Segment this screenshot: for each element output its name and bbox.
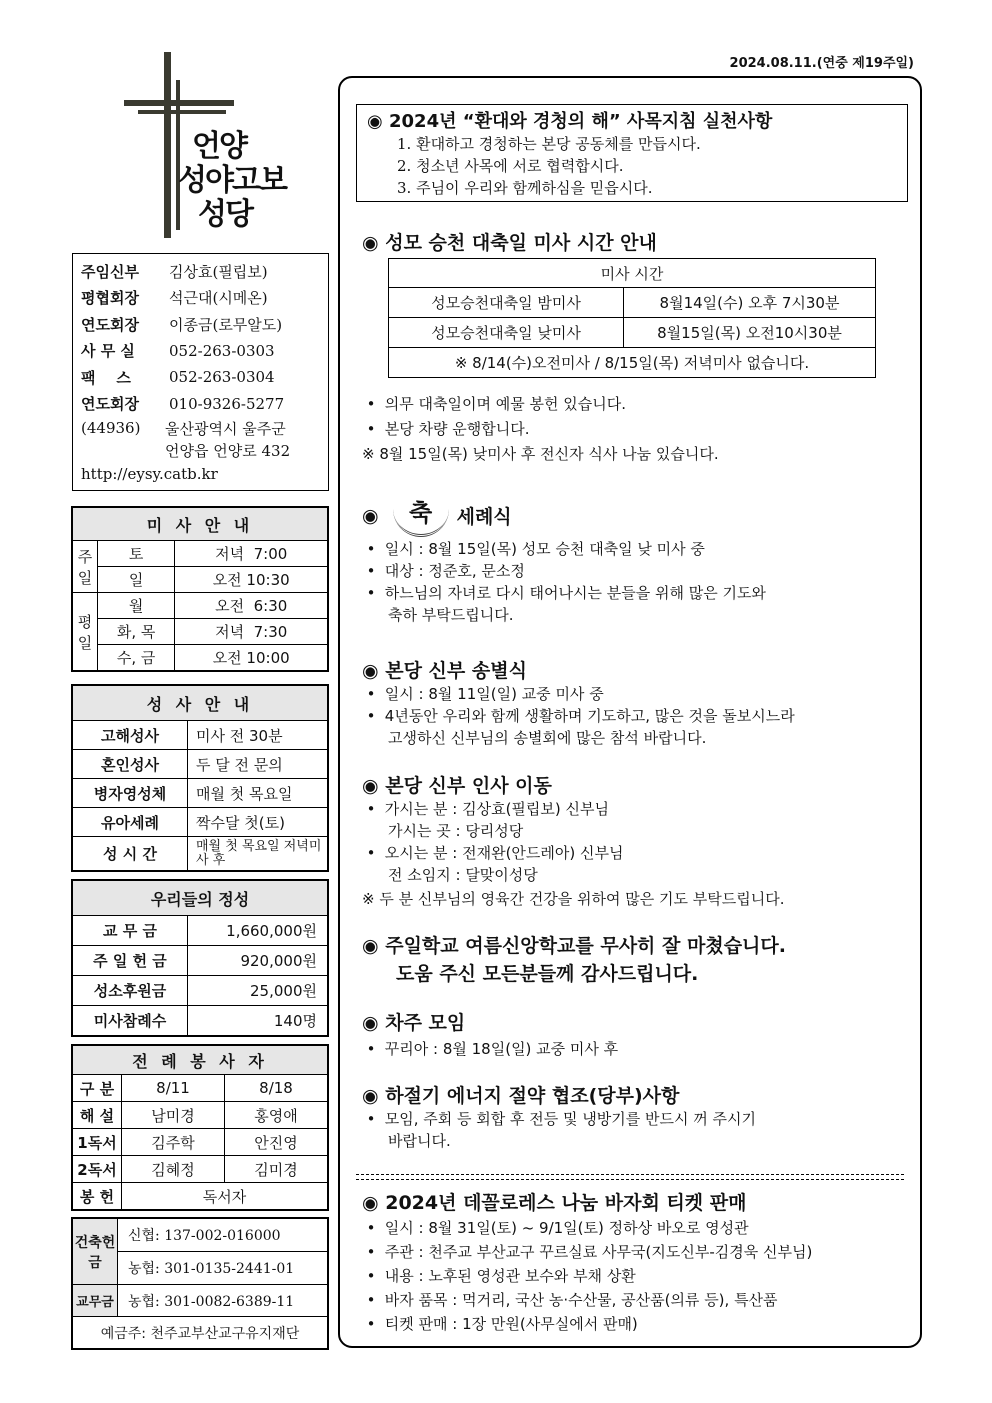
transfer-title: ◉ 본당 신부 인사 이동 bbox=[362, 775, 552, 797]
celebration-badge-icon: 축 bbox=[393, 494, 449, 537]
bazaar-title: ◉ 2024년 데꼴로레스 나눔 바자회 티켓 판매 bbox=[362, 1192, 747, 1214]
assumption-table: 미사 시간 성모승천대축일 밤미사 8월14일(수) 오후 7시30분 성모승천대축일 낮미사 8월15일(목) 오전10시30분 ※ 8/14(수)오전미사 / 8/15일(목) 저녁미사 없습니다. bbox=[388, 258, 876, 378]
parish-name: 언양 성야고보 성당 bbox=[178, 129, 286, 232]
energy-title: ◉ 하절기 에너지 절약 협조(당부)사항 bbox=[362, 1085, 680, 1107]
pastoral-guideline-box: ◉ 2024년 “환대와 경청의 해” 사목지침 실천사항 1. 환대하고 경청하는 본당 공동체를 만듭시다. 2. 청소년 사목에 서로 협력합시다. 3. 주님이 우리와 함께하심을 믿읍시다. bbox=[356, 104, 908, 202]
transfer-details: • 가시는 분 : 김상효(필립보) 신부님 가시는 곳 : 당리성당 • 오시는 분 : 전재완(안드레아) 신부님 전 소임지 : 달맞이성당 ※ 두 분 신부님의 영육간 건강을 위하여 많은 기도 부탁드립니다. bbox=[362, 800, 785, 908]
bullet-circle-icon: ◉ bbox=[362, 660, 379, 682]
meeting-title: ◉ 차주 모임 bbox=[362, 1012, 466, 1034]
servers-box: 전 례 봉 사 자 구 분 8/11 8/18 해 설 남미경 홍영애 1독서 김주학 안진영 2독서 김혜정 김미경 봉 헌 독서자 bbox=[71, 1044, 329, 1211]
bullet-circle-icon: ◉ bbox=[362, 935, 379, 957]
baptism-title: ◉ 축 세례식 bbox=[362, 494, 512, 537]
bullet-circle-icon: ◉ bbox=[362, 504, 379, 527]
section-divider bbox=[356, 1174, 904, 1180]
farewell-title: ◉ 본당 신부 송별식 bbox=[362, 660, 527, 682]
bullet-circle-icon: ◉ bbox=[362, 1085, 379, 1107]
website-link[interactable]: http://eysy.catb.kr bbox=[81, 465, 218, 483]
offering-box: 우리들의 정성 교 무 금 1,660,000원 주 일 헌 금 920,000원 성소후원금 25,000원 미사참례수 140명 bbox=[71, 879, 329, 1037]
bulletin-date: 2024.08.11.(연중 제19주일) bbox=[729, 56, 914, 71]
bullet-circle-icon: ◉ bbox=[362, 1192, 379, 1214]
sacrament-box: 성 사 안 내 고해성사 미사 전 30분 혼인성사 두 달 전 문의 병자영성체 매월 첫 목요일 유아세례 짝수달 첫(토) 성 시 간 매월 첫 목요일 저녁미사 후 bbox=[71, 684, 329, 872]
bullet-circle-icon: ◉ bbox=[362, 232, 379, 254]
assumption-title: ◉ 성모 승천 대축일 미사 시간 안내 bbox=[362, 232, 657, 254]
bullet-circle-icon: ◉ bbox=[362, 775, 379, 797]
bullet-circle-icon: ◉ bbox=[362, 1012, 379, 1034]
sunday-school-notice: ◉ 주일학교 여름신앙학교를 무사히 잘 마쳤습니다. 도움 주신 모든분들께 감사드립니다. bbox=[362, 935, 786, 985]
baptism-details: • 일시 : 8월 15일(목) 성모 승천 대축일 낮 미사 중 • 대상 : 정준호, 문소정 • 하느님의 자녀로 다시 태어나시는 분들을 위해 많은 기도와 축하 부탁드립니다. bbox=[366, 540, 766, 624]
parish-info-box: 주임신부 김상효(필립보) 평협회장 석근대(시메온) 연도회장 이종금(로무알도) 사 무 실 052-263-0303 팩 스 052-263-0304 연도회장 010-9326-5277 (44936) 울산광역시 울주군 언양읍 언양로 432 http://eysy.catb.kr bbox=[72, 253, 329, 491]
meeting-details: • 꾸리아 : 8월 18일(일) 교중 미사 후 bbox=[366, 1040, 619, 1058]
bullet-circle-icon: ◉ bbox=[367, 111, 383, 132]
bazaar-details: • 일시 : 8월 31일(토) ~ 9/1일(토) 정하상 바오로 영성관 • 주관 : 천주교 부산교구 꾸르실료 사무국(지도신부-김경욱 신부님) • 내용 : 노후된 영성관 보수와 부채 상환 • 바자 품목 : 먹거리, 국산 농·수산물, 공산품(의류 등), 특산품 • 티켓 판매 : 1장 만원(사무실에서 판매) bbox=[366, 1219, 813, 1333]
farewell-details: • 일시 : 8월 11일(일) 교중 미사 중 • 4년동안 우리와 함께 생활하며 기도하고, 많은 것을 돌보시느라 고생하신 신부님의 송별회에 많은 참석 바랍니다. bbox=[366, 685, 795, 747]
energy-details: • 모임, 주회 등 회합 후 전등 및 냉방기를 반드시 꺼 주시기 바랍니다. bbox=[366, 1110, 757, 1150]
assumption-notes: • 의무 대축일이며 예물 봉헌 있습니다. • 본당 차량 운행합니다. ※ 8월 15일(목) 낮미사 후 전신자 식사 나눔 있습니다. bbox=[362, 395, 719, 463]
bank-box: 건축헌금 신협: 137-002-016000 농협: 301-0135-2441-01 교무금 농협: 301-0082-6389-11 예금주: 천주교부산교구유지재단 bbox=[71, 1217, 329, 1350]
mass-schedule-box: 미 사 안 내 주일 토 저녁 7:00 일 오전 10:30 평일 월 오전 6:30 화, 목 저녁 7:30 수, 금 오전 10:00 bbox=[71, 506, 329, 672]
